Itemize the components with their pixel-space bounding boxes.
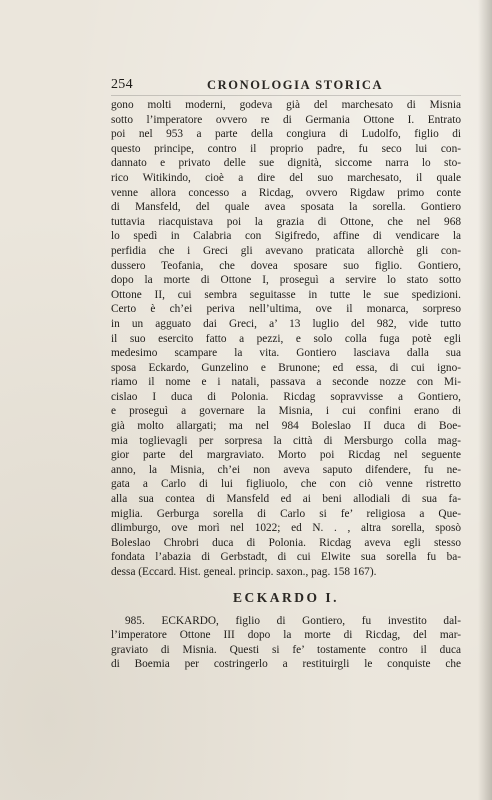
text-line: miglia. Gerburga sorella di Carlo si fe’ religiosa a Que- [111, 507, 461, 520]
text-line: Boleslao Chrobri duca di Polonia. Ricdag aveva egli stesso [111, 536, 461, 549]
text-line: in un agguato dai Greci, a’ 13 luglio del 982, vide tutto [111, 317, 461, 330]
text-line: dussero Teofania, che dovea sposare suo figlio. Gontiero, [111, 259, 461, 272]
text-line: sposa Eckardo, Gunzelino e Brunone; ed essa, di cui igno- [111, 361, 461, 374]
text-line: anno, la Misnia, ch’ei non aveva saputo difendere, fu ne- [111, 463, 461, 476]
text-line: dessa (Eccard. Hist. geneal. princip. saxon., pag. 158 167). [111, 566, 377, 578]
text-line: gono molti moderni, godeva già del marchesato di Misnia [111, 99, 461, 111]
section-heading: ECKARDO I. [232, 589, 339, 605]
text-line: dlimburgo, ove morì nel 1022; ed N. . , altra sorella, sposò [111, 522, 461, 535]
text-line: graviato di Misnia. Questi si fe’ tostamente contro il duca [111, 643, 461, 656]
text-line: Ottone II, cui sembra seguitasse in tutte le sue spedizioni. [111, 288, 461, 301]
text-line: lo spedì in Calabria con Sigifredo, affine di vendicare la [111, 230, 461, 243]
body-paragraph [111, 98, 461, 580]
page-gutter-shadow [478, 0, 492, 800]
text-line: e proseguì a governare la Misnia, i cui confini erano di [111, 405, 461, 418]
text-line: medesimo scampare la vita. Gontiero lasciava dalla sua [111, 347, 461, 360]
section-paragraph [111, 614, 461, 672]
text-line: dopo la morte di Ottone I, proseguì a servire lo stato sotto [111, 274, 461, 287]
text-line: perfidia che i Greci gli avevano praticata allorchè gli con- [111, 244, 461, 257]
text-line: Certo è ch’ei periva nell’ultima, ove il monarca, sorpreso [111, 303, 461, 316]
text-line: di Mansfeld, del quale avea sposata la sorella. Gontiero [111, 201, 461, 214]
text-line: riamo il nome e i natali, passava a seconde nozze con Mi- [111, 376, 461, 389]
text-line: il suo esercito fatto a pezzi, e solo colla fuga potè egli [111, 332, 461, 345]
text-line: poi nel 953 a parte della congiura di Ludolfo, figlio di [111, 128, 461, 141]
text-line: questo principe, contro il proprio padre, fu seco lui con- [111, 142, 461, 155]
text-line: alla sua contea di Mansfeld ed ai beni allodiali di sua fa- [111, 493, 461, 506]
text-line: sotto l’imperatore ovvero re di Germania Ottone I. Entrato [111, 113, 461, 126]
text-line: l’imperatore Ottone III dopo la morte di Ricdag, del mar- [111, 629, 461, 642]
text-block [111, 75, 461, 672]
text-line: cislao I duca di Polonia. Ricdag sopravvisse a Gontiero, [111, 390, 461, 403]
text-line: mia toglievagli per sorpresa la città di Mersburgo colla mag- [111, 434, 461, 447]
running-head [111, 75, 461, 96]
text-line: gata a Carlo di lui figliuolo, che con ciò venne ristretto [111, 478, 461, 491]
text-line: gior parte del margraviato. Morto poi Ricdag nel seguente [111, 449, 461, 462]
running-title: CRONOLOGIA STORICA [207, 78, 384, 92]
text-line: di Boemia per costringerlo a restituirgli le conquiste che [111, 658, 461, 671]
text-line: già molto allargati; ma nel 984 Boleslao II duca di Boe- [111, 420, 461, 433]
text-line: venne allora concesso a Ricdag, ovvero Rigdaw primo conte [111, 186, 461, 199]
text-line: tuttavia riacquistava poi la grazia di Ottone, che nel 968 [111, 215, 461, 228]
text-line: fondata l’abazia di Gerbstadt, di cui Elwite sua sorella fu ba- [111, 551, 461, 564]
text-line: 985. ECKARDO, figlio di Gontiero, fu investito dal- [125, 614, 461, 627]
text-line: rico Witikindo, cioè a dire del suo marchesato, il quale [111, 171, 461, 184]
page-number: 254 [111, 77, 133, 92]
text-line: dannato e privato delle sue dignità, siccome narra lo sto- [111, 157, 461, 170]
